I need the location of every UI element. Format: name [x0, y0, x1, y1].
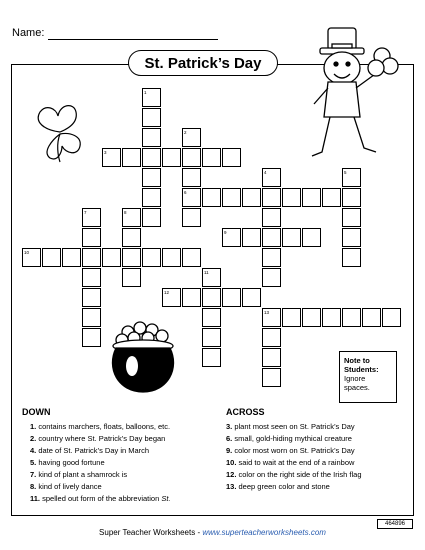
crossword-cell[interactable] — [242, 228, 261, 247]
crossword-cell[interactable] — [262, 228, 281, 247]
cell-number: 11 — [204, 270, 209, 275]
crossword-cell[interactable] — [242, 288, 261, 307]
crossword-cell[interactable] — [342, 228, 361, 247]
crossword-cell[interactable] — [182, 248, 201, 267]
crossword-cell[interactable] — [302, 308, 321, 327]
crossword-cell[interactable] — [142, 148, 161, 167]
crossword-cell[interactable] — [342, 248, 361, 267]
crossword-cell[interactable] — [182, 148, 201, 167]
leprechaun-icon — [298, 22, 408, 172]
crossword-cell[interactable] — [182, 168, 201, 187]
cell-number: 12 — [164, 290, 170, 295]
crossword-cell[interactable] — [182, 288, 201, 307]
crossword-cell[interactable] — [142, 168, 161, 187]
crossword-cell[interactable] — [262, 348, 281, 367]
cell-number: 13 — [264, 310, 270, 315]
crossword-cell[interactable] — [162, 148, 181, 167]
across-clue: 3. plant most seen on St. Patrick’s Day — [226, 422, 355, 431]
crossword-cell[interactable] — [62, 248, 81, 267]
cell-number: 3 — [104, 150, 107, 155]
crossword-cell[interactable] — [302, 228, 321, 247]
down-clue: 7. kind of plant a shamrock is — [30, 470, 128, 479]
note-title: Note to Students: — [344, 356, 379, 374]
crossword-cell[interactable] — [102, 248, 121, 267]
crossword-cell[interactable] — [342, 188, 361, 207]
cell-number: 10 — [24, 250, 30, 255]
down-clue: 11. spelled out form of the abbreviation St. — [30, 494, 171, 503]
across-clue: 12. color on the right side of the Irish flag — [226, 470, 362, 479]
crossword-cell[interactable] — [262, 188, 281, 207]
crossword-cell[interactable] — [122, 148, 141, 167]
cell-number: 1 — [144, 90, 147, 95]
across-clue: 13. deep green color and stone — [226, 482, 330, 491]
crossword-cell[interactable] — [342, 308, 361, 327]
crossword-cell[interactable] — [122, 248, 141, 267]
crossword-cell[interactable] — [222, 148, 241, 167]
crossword-cell[interactable] — [282, 308, 301, 327]
crossword-cell[interactable] — [162, 248, 181, 267]
down-clue: 5. having good fortune — [30, 458, 105, 467]
down-clue: 1. contains marchers, floats, balloons, etc. — [30, 422, 171, 431]
crossword-cell[interactable] — [82, 268, 101, 287]
cell-number: 6 — [184, 190, 187, 195]
crossword-cell[interactable] — [362, 308, 381, 327]
worksheet-code: 464896 — [377, 519, 413, 529]
crossword-cell[interactable] — [202, 308, 221, 327]
down-heading: DOWN — [22, 407, 51, 417]
note-body: Ignore spaces. — [344, 374, 370, 392]
across-clue: 6. small, gold-hiding mythical creature — [226, 434, 352, 443]
crossword-cell[interactable] — [262, 368, 281, 387]
name-label: Name: — [12, 27, 45, 39]
crossword-cell[interactable] — [122, 268, 141, 287]
down-clue: 4. date of St. Patrick’s Day in March — [30, 446, 150, 455]
title-banner: St. Patrick’s Day — [128, 50, 278, 76]
crossword-cell[interactable] — [262, 208, 281, 227]
shamrock-icon — [30, 100, 90, 170]
crossword-cell[interactable] — [202, 188, 221, 207]
crossword-cell[interactable] — [182, 208, 201, 227]
crossword-cell[interactable] — [262, 268, 281, 287]
crossword-cell[interactable] — [82, 248, 101, 267]
cell-number: 5 — [344, 170, 347, 175]
footer-url[interactable]: www.superteacherworksheets.com — [202, 528, 326, 537]
cell-number: 2 — [184, 130, 187, 135]
crossword-cell[interactable] — [82, 288, 101, 307]
footer-text: Super Teacher Worksheets - — [99, 528, 203, 537]
down-clue: 8. kind of lively dance — [30, 482, 102, 491]
crossword-cell[interactable] — [382, 308, 401, 327]
crossword-cell[interactable] — [322, 308, 341, 327]
crossword-cell[interactable] — [122, 228, 141, 247]
crossword-cell[interactable] — [82, 308, 101, 327]
crossword-cell[interactable] — [282, 188, 301, 207]
crossword-cell[interactable] — [82, 228, 101, 247]
crossword-cell[interactable] — [202, 328, 221, 347]
across-clue: 9. color most worn on St. Patrick’s Day — [226, 446, 355, 455]
cell-number: 9 — [224, 230, 227, 235]
crossword-cell[interactable] — [282, 228, 301, 247]
crossword-cell[interactable] — [302, 188, 321, 207]
down-clue: 2. country where St. Patrick’s Day began — [30, 434, 166, 443]
crossword-cell[interactable] — [142, 108, 161, 127]
crossword-cell[interactable] — [202, 348, 221, 367]
note-box — [339, 351, 397, 403]
cell-number: 8 — [124, 210, 127, 215]
crossword-cell[interactable] — [82, 328, 101, 347]
crossword-cell[interactable] — [222, 188, 241, 207]
pot-of-gold-icon — [104, 318, 182, 396]
crossword-cell[interactable] — [322, 188, 341, 207]
crossword-cell[interactable] — [262, 328, 281, 347]
crossword-cell[interactable] — [142, 188, 161, 207]
crossword-cell[interactable] — [142, 128, 161, 147]
footer — [0, 528, 425, 537]
across-heading: ACROSS — [226, 407, 265, 417]
crossword-cell[interactable] — [142, 248, 161, 267]
across-clue: 10. said to wait at the end of a rainbow — [226, 458, 355, 467]
crossword-cell[interactable] — [202, 148, 221, 167]
crossword-cell[interactable] — [242, 188, 261, 207]
cell-number: 4 — [264, 170, 267, 175]
cell-number: 7 — [84, 210, 87, 215]
crossword-cell[interactable] — [142, 208, 161, 227]
crossword-cell[interactable] — [222, 288, 241, 307]
name-line[interactable] — [48, 39, 218, 40]
crossword-cell[interactable] — [202, 288, 221, 307]
crossword-cell[interactable] — [42, 248, 61, 267]
crossword-cell[interactable] — [342, 208, 361, 227]
crossword-cell[interactable] — [262, 248, 281, 267]
